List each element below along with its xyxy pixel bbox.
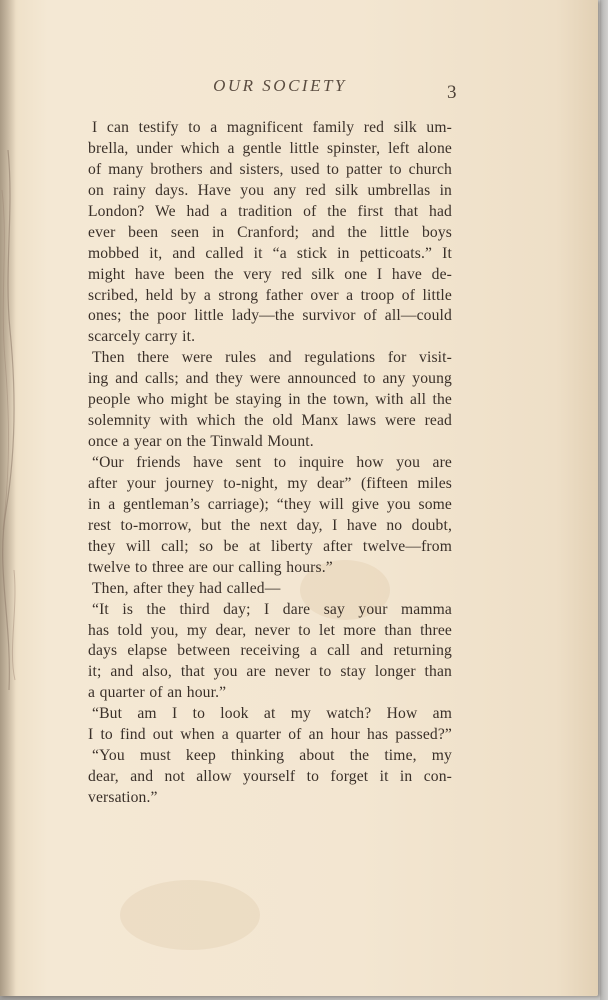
text-line: solemnity with which the old Manx laws were read: [88, 412, 452, 430]
text-line: I to find out when a quarter of an hour has passed?”: [88, 726, 452, 744]
text-line: scarcely carry it.: [88, 328, 196, 346]
text-line: dear, and not allow yourself to forget it in con-: [88, 768, 452, 786]
backing-board-edge: [600, 0, 608, 1000]
text-line: versation.”: [88, 789, 158, 806]
text-line: on rainy days. Have you any red silk umbrellas in: [88, 181, 452, 199]
text-line: ing and calls; and they were announced to any young: [88, 370, 452, 388]
text-line: once a year on the Tinwald Mount.: [88, 433, 314, 451]
text-line: in a gentleman’s carriage); “they will give you some: [88, 495, 452, 513]
facing-page-illustration-edge: [0, 150, 22, 690]
text-line: brella, under which a gentle little spinster, left alone: [88, 139, 452, 157]
text-line: it; and also, that you are never to stay longer than: [88, 663, 452, 681]
text-line: mobbed it, and called it “a stick in petticoats.” It: [88, 244, 452, 262]
text-line: a quarter of an hour.”: [88, 684, 227, 702]
text-line: Then, after they had called—: [92, 579, 281, 597]
text-line: of many brothers and sisters, used to patter to church: [88, 160, 452, 178]
body-text: [88, 118, 452, 809]
text-line: “But am I to look at my watch? How am: [92, 705, 452, 723]
text-line: ever been seen in Cranford; and the little boys: [88, 223, 452, 241]
text-line: has told you, my dear, never to let more than three: [88, 621, 452, 639]
text-line: twelve to three are our calling hours.”: [88, 558, 333, 576]
text-line: scribed, held by a strong father over a troop of little: [88, 286, 452, 304]
text-line: they will call; so be at liberty after twelve—from: [88, 537, 452, 555]
text-line: London? We had a tradition of the first that had: [88, 202, 452, 220]
text-line: rest to-morrow, but the next day, I have no doubt,: [88, 516, 452, 534]
page-number: 3: [447, 82, 457, 103]
text-line: might have been the very red silk one I have de-: [88, 265, 452, 283]
text-line: “You must keep thinking about the time, my: [92, 747, 452, 765]
text-line: days elapse between receiving a call and returning: [88, 642, 452, 660]
text-line: ones; the poor little lady—the survivor of all—could: [88, 307, 452, 325]
text-line: after your journey to-night, my dear” (fifteen miles: [88, 474, 452, 492]
text-line: “Our friends have sent to inquire how you are: [92, 454, 452, 471]
running-head: OUR SOCIETY: [213, 76, 347, 95]
paper-stain: [120, 880, 260, 950]
text-line: people who might be staying in the town, with all the: [88, 391, 452, 409]
text-line: I can testify to a magnificent family red silk um-: [92, 119, 452, 136]
text-line: “It is the third day; I dare say your mamma: [92, 600, 452, 618]
text-line: Then there were rules and regulations for visit-: [92, 349, 452, 367]
